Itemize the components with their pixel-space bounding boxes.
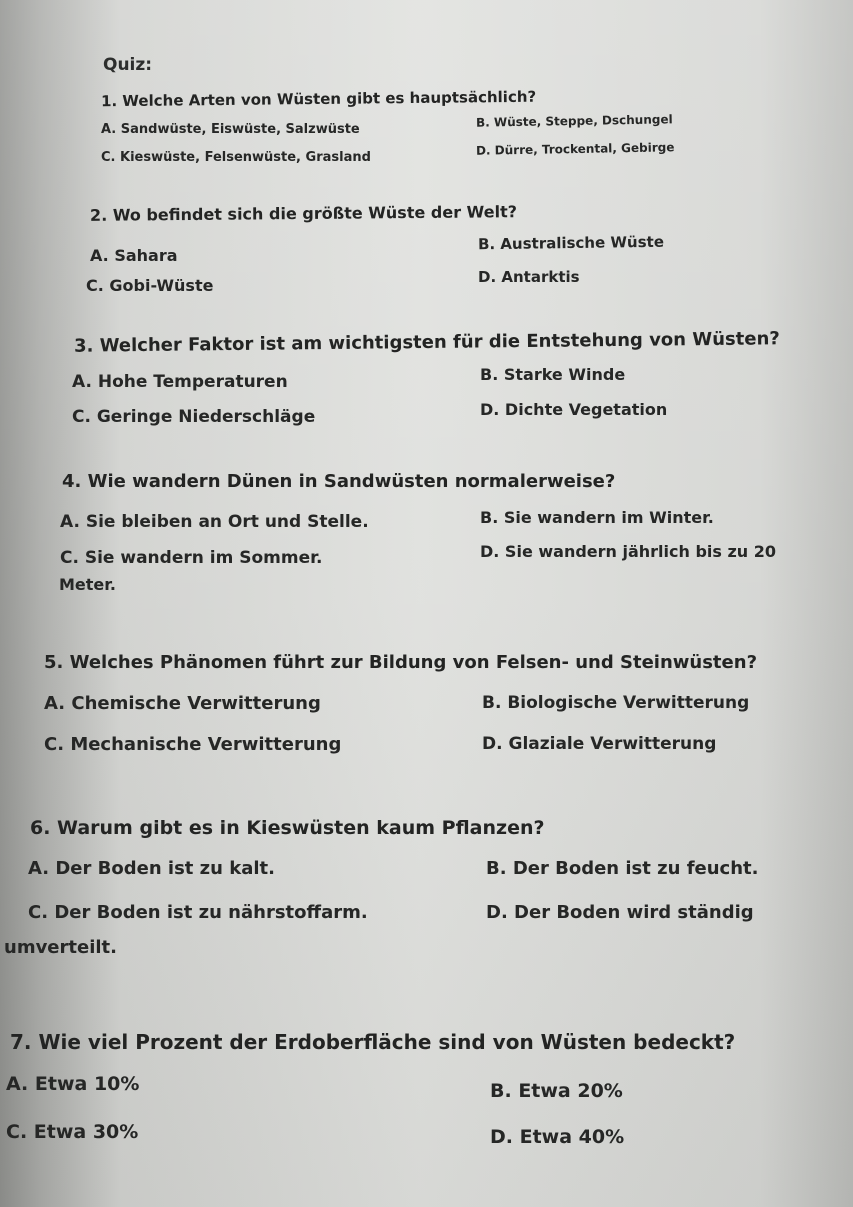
question-1-option-b: B. Wüste, Steppe, Dschungel bbox=[475, 112, 673, 130]
question-6-option-b: B. Der Boden ist zu feucht. bbox=[486, 858, 759, 879]
question-4-option-c: C. Sie wandern im Sommer. bbox=[60, 548, 323, 568]
question-5: 5. Welches Phänomen führt zur Bildung von Felsen- und Steinwüsten? bbox=[44, 652, 758, 673]
question-2-option-b: B. Australische Wüste bbox=[477, 232, 665, 254]
question-5-option-b: B. Biologische Verwitterung bbox=[482, 693, 750, 713]
quiz-title: Quiz: bbox=[103, 55, 153, 75]
question-3-option-c: C. Geringe Niederschläge bbox=[72, 407, 316, 427]
question-2: 2. Wo befindet sich die größte Wüste der Welt? bbox=[89, 202, 518, 225]
question-6-option-d-text: D. Der Boden wird ständig bbox=[486, 902, 754, 923]
question-7-option-a: A. Etwa 10% bbox=[6, 1073, 140, 1095]
question-6-option-a: A. Der Boden ist zu kalt. bbox=[28, 858, 275, 879]
question-6: 6. Warum gibt es in Kieswüsten kaum Pflanzen? bbox=[30, 817, 545, 839]
question-3-option-a: A. Hohe Temperaturen bbox=[72, 372, 288, 392]
question-2-option-d: D. Antarktis bbox=[478, 268, 580, 286]
question-3-option-b: B. Starke Winde bbox=[480, 365, 626, 384]
question-7-option-c: C. Etwa 30% bbox=[6, 1121, 139, 1143]
question-7-option-d: D. Etwa 40% bbox=[490, 1126, 625, 1148]
question-4-option-d-continuation: Meter. bbox=[59, 575, 116, 594]
question-5-option-c: C. Mechanische Verwitterung bbox=[44, 734, 342, 755]
question-4: 4. Wie wandern Dünen in Sandwüsten normalerweise? bbox=[62, 471, 616, 492]
question-1-option-c: C. Kieswüste, Felsenwüste, Grasland bbox=[101, 150, 371, 165]
question-5-option-d: D. Glaziale Verwitterung bbox=[482, 734, 717, 754]
question-5-option-a: A. Chemische Verwitterung bbox=[44, 693, 321, 714]
question-2-option-a: A. Sahara bbox=[90, 246, 178, 265]
question-4-option-b: B. Sie wandern im Winter. bbox=[480, 508, 714, 527]
question-7-option-b: B. Etwa 20% bbox=[490, 1080, 623, 1102]
question-3-option-d: D. Dichte Vegetation bbox=[480, 400, 668, 419]
question-4-option-d-text: D. Sie wandern jährlich bis zu 20 bbox=[480, 542, 777, 561]
question-1-option-a: A. Sandwüste, Eiswüste, Salzwüste bbox=[101, 122, 360, 137]
question-3: 3. Welcher Faktor ist am wichtigsten für die Entstehung von Wüsten? bbox=[73, 328, 780, 357]
question-6-option-c: C. Der Boden ist zu nährstoffarm. bbox=[28, 902, 368, 923]
question-1-option-d: D. Dürre, Trockental, Gebirge bbox=[475, 140, 675, 158]
question-4-option-a: A. Sie bleiben an Ort und Stelle. bbox=[60, 512, 369, 532]
question-7: 7. Wie viel Prozent der Erdoberfläche sind von Wüsten bedeckt? bbox=[10, 1030, 736, 1054]
question-1: 1. Welche Arten von Wüsten gibt es hauptsächlich? bbox=[100, 87, 537, 111]
question-6-option-d-continuation: umverteilt. bbox=[4, 937, 117, 958]
question-2-option-c: C. Gobi-Wüste bbox=[86, 276, 214, 295]
